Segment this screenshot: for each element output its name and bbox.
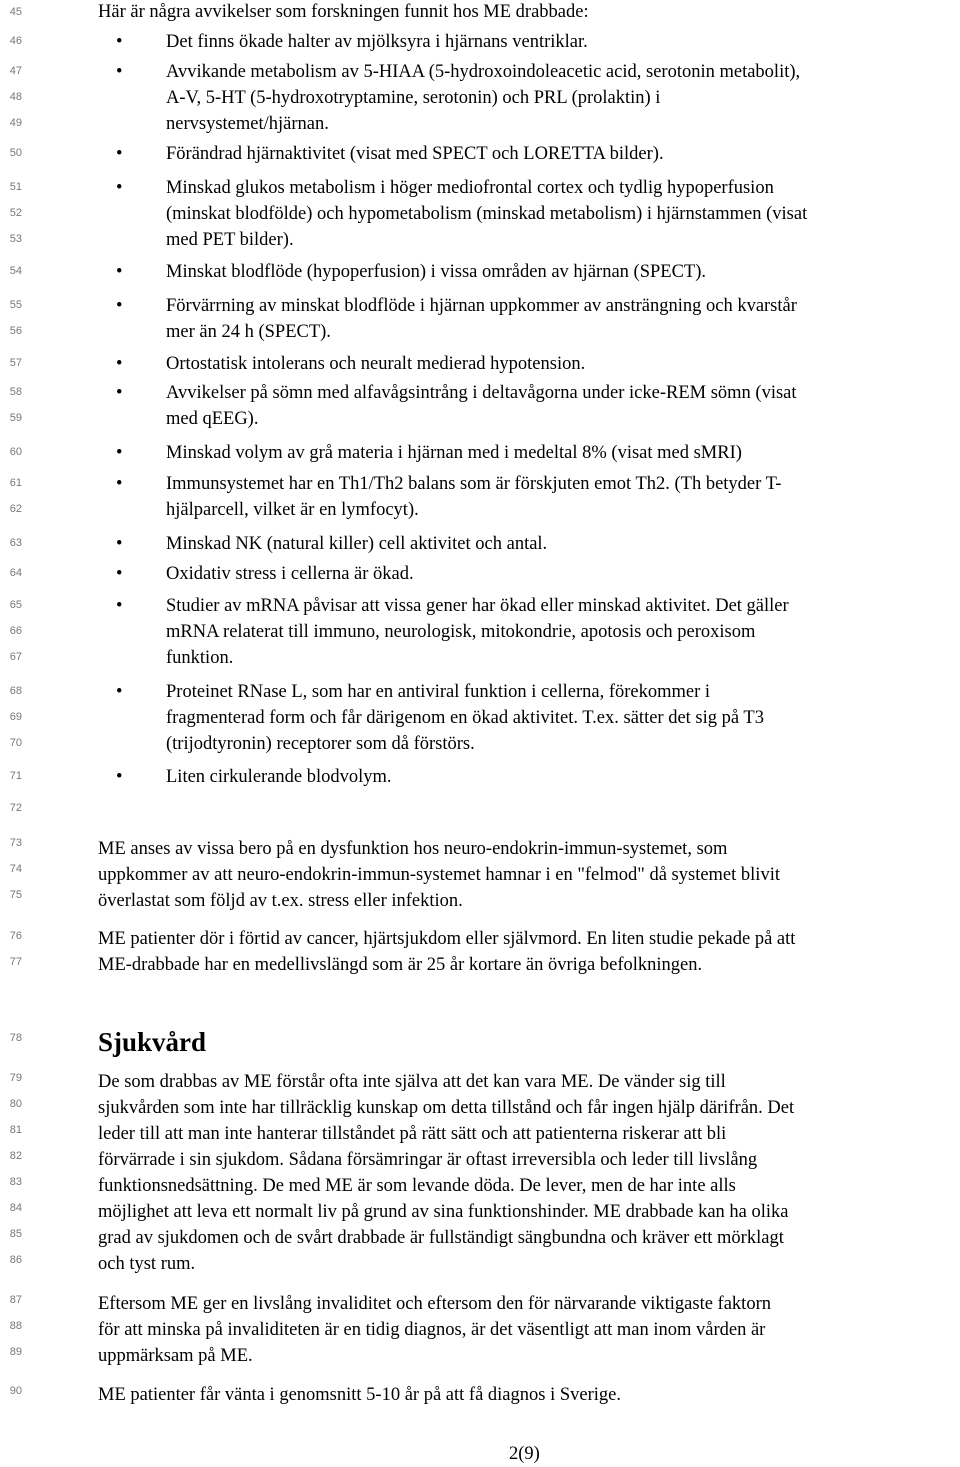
line-number: 82 <box>9 1150 22 1162</box>
line-number: 76 <box>9 930 22 942</box>
line-number: 59 <box>9 412 22 424</box>
bullet-icon: • <box>116 262 123 282</box>
list-item: Det finns ökade halter av mjölksyra i hjärnans ventriklar. <box>166 32 588 52</box>
list-item: nervsystemet/hjärnan. <box>166 114 329 134</box>
line-number: 79 <box>9 1072 22 1084</box>
list-item: A-V, 5-HT (5-hydroxotryptamine, serotonin) och PRL (prolaktin) i <box>166 88 661 108</box>
paragraph-line: De som drabbas av ME förstår ofta inte själva att det kan vara ME. De vänder sig till <box>98 1072 726 1092</box>
bullet-icon: • <box>116 32 123 52</box>
line-number: 86 <box>9 1254 22 1266</box>
line-number: 88 <box>9 1320 22 1332</box>
line-number: 75 <box>9 889 22 901</box>
line-number: 89 <box>9 1346 22 1358</box>
line-number: 83 <box>9 1176 22 1188</box>
list-item: funktion. <box>166 648 234 668</box>
page-number: 2(9) <box>509 1444 540 1464</box>
line-number: 60 <box>9 446 22 458</box>
line-number: 58 <box>9 386 22 398</box>
bullet-icon: • <box>116 178 123 198</box>
bullet-icon: • <box>116 564 123 584</box>
paragraph-line: uppkommer av att neuro-endokrin-immun-systemet hamnar i en "felmod" då systemet blivit <box>98 865 780 885</box>
line-number: 74 <box>9 863 22 875</box>
line-number: 52 <box>9 207 22 219</box>
line-number: 69 <box>9 711 22 723</box>
list-item: mer än 24 h (SPECT). <box>166 322 331 342</box>
list-item: Förvärrning av minskat blodflöde i hjärnan uppkommer av ansträngning och kvarstår <box>166 296 797 316</box>
paragraph-line: sjukvården som inte har tillräcklig kunskap om detta tillstånd och får ingen hjälp därifrån. Det <box>98 1098 795 1118</box>
line-number: 46 <box>9 35 22 47</box>
line-number: 65 <box>9 599 22 611</box>
list-item: Förändrad hjärnaktivitet (visat med SPECT och LORETTA bilder). <box>166 144 664 164</box>
list-item: Avvikande metabolism av 5-HIAA (5-hydroxoindoleacetic acid, serotonin metabolit), <box>166 62 801 82</box>
line-number: 78 <box>9 1032 22 1044</box>
paragraph-line: grad av sjukdomen och de svårt drabbade är fullständigt sängbundna och kräver ett mörklagt <box>98 1228 784 1248</box>
line-number: 64 <box>9 567 22 579</box>
bullet-icon: • <box>116 144 123 164</box>
line-number: 55 <box>9 299 22 311</box>
line-number: 87 <box>9 1294 22 1306</box>
line-number: 56 <box>9 325 22 337</box>
bullet-icon: • <box>116 534 123 554</box>
list-item: Oxidativ stress i cellerna är ökad. <box>166 564 414 584</box>
bullet-icon: • <box>116 296 123 316</box>
list-item: Avvikelser på sömn med alfavågsintrång i deltavågorna under icke-REM sömn (visat <box>166 383 797 403</box>
line-number: 84 <box>9 1202 22 1214</box>
line-number: 66 <box>9 625 22 637</box>
bullet-icon: • <box>116 62 123 82</box>
line-number: 77 <box>9 956 22 968</box>
list-item: (minskat blodfölde) och hypometabolism (minskad metabolism) i hjärnstammen (visat <box>166 204 808 224</box>
line-number: 62 <box>9 503 22 515</box>
bullet-icon: • <box>116 354 123 374</box>
line-number: 72 <box>9 802 22 814</box>
paragraph-line: uppmärksam på ME. <box>98 1346 253 1366</box>
line-number: 50 <box>9 147 22 159</box>
paragraph-line: och tyst rum. <box>98 1254 196 1274</box>
line-number: 49 <box>9 117 22 129</box>
list-item: Ortostatisk intolerans och neuralt medierad hypotension. <box>166 354 586 374</box>
line-number: 63 <box>9 537 22 549</box>
list-item: Minskad volym av grå materia i hjärnan med i medeltal 8% (visat med sMRI) <box>166 443 742 463</box>
list-item: Studier av mRNA påvisar att vissa gener har ökad eller minskad aktivitet. Det gäller <box>166 596 789 616</box>
line-number: 81 <box>9 1124 22 1136</box>
line-number: 51 <box>9 181 22 193</box>
paragraph-line: Eftersom ME ger en livslång invaliditet och eftersom den för närvarande viktigaste faktorn <box>98 1294 771 1314</box>
line-number: 70 <box>9 737 22 749</box>
line-number: 53 <box>9 233 22 245</box>
paragraph-line: ME anses av vissa bero på en dysfunktion hos neuro-endokrin-immun-systemet, som <box>98 839 728 859</box>
line-number: 54 <box>9 265 22 277</box>
paragraph-line: ME-drabbade har en medellivslängd som är 25 år kortare än övriga befolkningen. <box>98 955 703 975</box>
bullet-icon: • <box>116 383 123 403</box>
paragraph-line: leder till att man inte hanterar tillståndet på rätt sätt och att patienterna riskerar att bli <box>98 1124 727 1144</box>
line-number: 71 <box>9 770 22 782</box>
list-item: Minskad NK (natural killer) cell aktivitet och antal. <box>166 534 548 554</box>
paragraph-line: överlastat som följd av t.ex. stress eller infektion. <box>98 891 463 911</box>
intro-text: Här är några avvikelser som forskningen funnit hos ME drabbade: <box>98 2 589 22</box>
line-number: 57 <box>9 357 22 369</box>
line-number: 61 <box>9 477 22 489</box>
list-item: Minskat blodflöde (hypoperfusion) i vissa områden av hjärnan (SPECT). <box>166 262 706 282</box>
line-number: 85 <box>9 1228 22 1240</box>
list-item: Minskad glukos metabolism i höger mediofrontal cortex och tydlig hypoperfusion <box>166 178 774 198</box>
list-item: med PET bilder). <box>166 230 294 250</box>
line-number: 73 <box>9 837 22 849</box>
bullet-icon: • <box>116 682 123 702</box>
section-heading: Sjukvård <box>98 1027 207 1057</box>
line-number: 90 <box>9 1385 22 1397</box>
paragraph-line: möjlighet att leva ett normalt liv på grund av sina funktionshinder. ME drabbade kan ha olika <box>98 1202 789 1222</box>
list-item: med qEEG). <box>166 409 259 429</box>
list-item: (trijodtyronin) receptorer som då förstörs. <box>166 734 475 754</box>
bullet-icon: • <box>116 596 123 616</box>
paragraph-line: funktionsnedsättning. De med ME är som levande döda. De lever, men de har inte alls <box>98 1176 736 1196</box>
paragraph-line: ME patienter får vänta i genomsnitt 5-10 år på att få diagnos i Sverige. <box>98 1385 621 1405</box>
line-number: 48 <box>9 91 22 103</box>
list-item: hjälparcell, vilket är en lymfocyt). <box>166 500 419 520</box>
paragraph-line: ME patienter dör i förtid av cancer, hjärtsjukdom eller självmord. En liten studie pekade på att <box>98 929 796 949</box>
list-item: fragmenterad form och får därigenom en ökad aktivitet. T.ex. sätter det sig på T3 <box>166 708 764 728</box>
list-item: Liten cirkulerande blodvolym. <box>166 767 392 787</box>
line-number: 80 <box>9 1098 22 1110</box>
bullet-icon: • <box>116 767 123 787</box>
list-item: Immunsystemet har en Th1/Th2 balans som är förskjuten emot Th2. (Th betyder T- <box>166 474 782 494</box>
line-number: 47 <box>9 65 22 77</box>
list-item: mRNA relaterat till immuno, neurologisk, mitokondrie, apotosis och peroxisom <box>166 622 756 642</box>
line-number: 45 <box>9 6 22 18</box>
bullet-icon: • <box>116 474 123 494</box>
list-item: Proteinet RNase L, som har en antiviral funktion i cellerna, förekommer i <box>166 682 711 702</box>
line-number: 68 <box>9 685 22 697</box>
bullet-icon: • <box>116 443 123 463</box>
paragraph-line: för att minska på invaliditeten är en tidig diagnos, är det väsentligt att man inom vården är <box>98 1320 766 1340</box>
line-number: 67 <box>9 651 22 663</box>
paragraph-line: förvärrade i sin sjukdom. Sådana försämringar är oftast irreversibla och leder till livslång <box>98 1150 758 1170</box>
